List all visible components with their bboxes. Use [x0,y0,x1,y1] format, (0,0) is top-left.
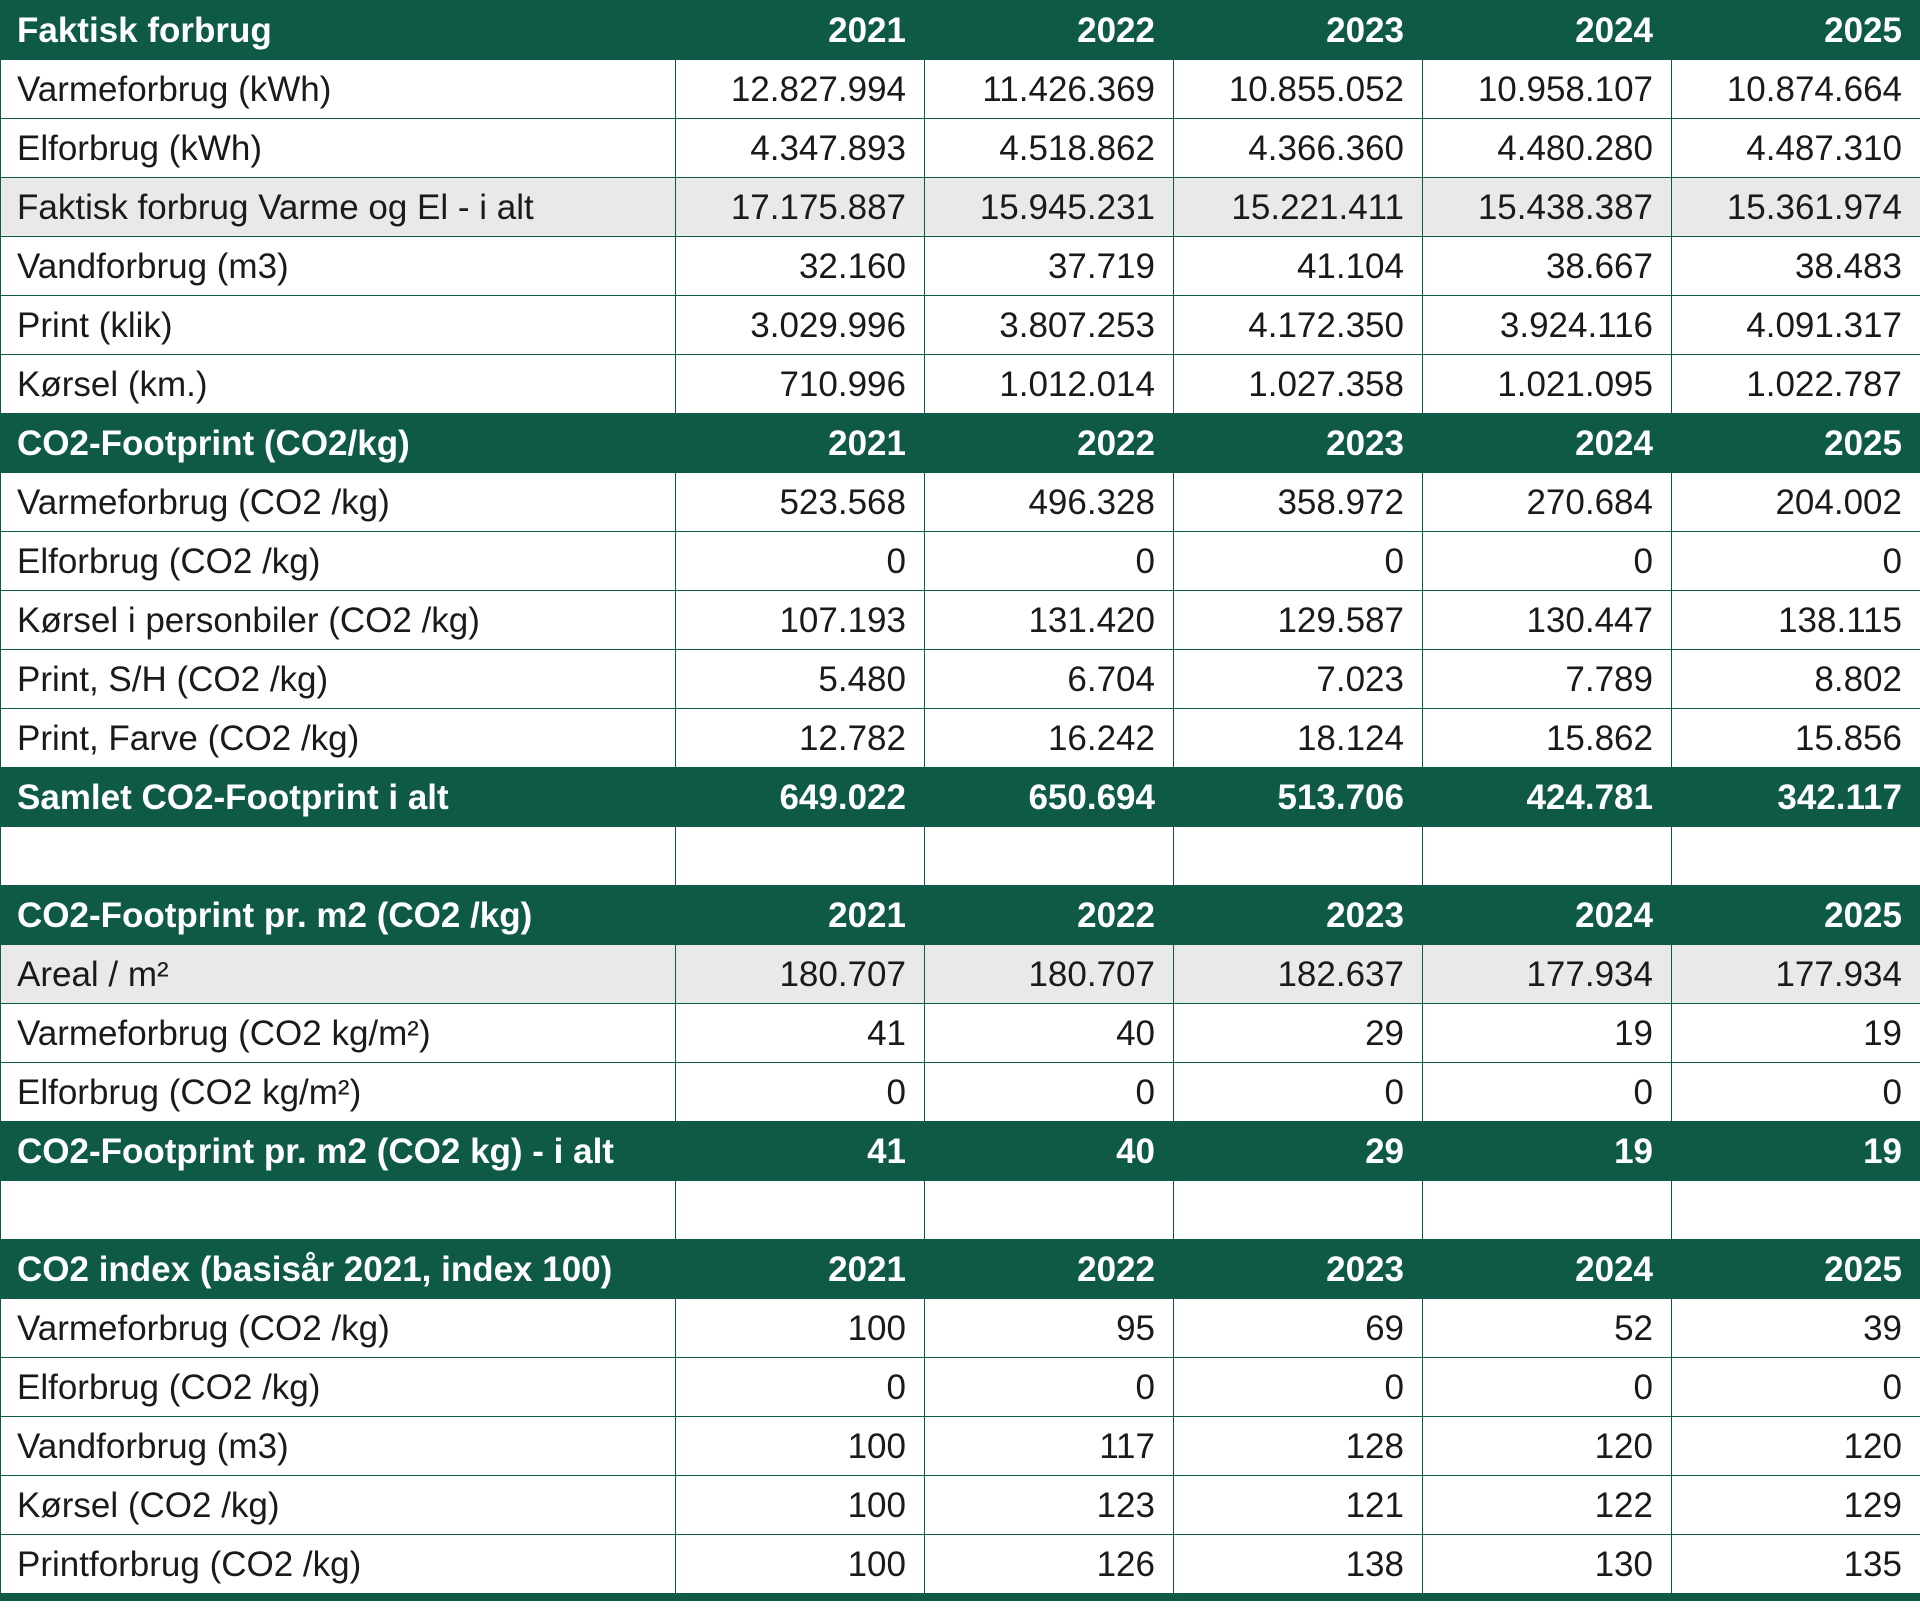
header-value-cell: 2021 [676,1240,925,1299]
table-row [1,296,1920,355]
value-cell: 38.483 [1672,237,1920,296]
value-cell: 131.420 [925,591,1174,650]
table-row [1,473,1920,532]
table-row [1,60,1920,119]
bottom-border-bar [0,1594,1920,1601]
value-cell: 0 [925,1358,1174,1417]
value-cell [1423,827,1672,886]
value-cell: 16.242 [925,709,1174,768]
value-cell: 117 [925,1417,1174,1476]
value-cell: 4.172.350 [1174,296,1423,355]
value-cell: 0 [1174,532,1423,591]
section-title-cell: CO2-Footprint (CO2/kg) [1,414,676,473]
header-value-cell: 2023 [1174,1,1423,60]
section-title-cell: CO2-Footprint pr. m2 (CO2 kg) - i alt [1,1122,676,1181]
value-cell: 6.704 [925,650,1174,709]
header-value-cell: 2025 [1672,1,1920,60]
section-title-cell: Faktisk forbrug [1,1,676,60]
header-value-cell: 2025 [1672,1240,1920,1299]
table-row [1,178,1920,237]
header-value-cell: 41 [676,1122,925,1181]
row-label-cell [1,1181,676,1240]
value-cell: 0 [1423,532,1672,591]
section-title-cell: CO2 index (basisår 2021, index 100) [1,1240,676,1299]
value-cell: 138 [1174,1535,1423,1594]
value-cell: 130.447 [1423,591,1672,650]
value-cell: 0 [1672,1358,1920,1417]
row-label-cell: Varmeforbrug (CO2 kg/m²) [1,1004,676,1063]
value-cell: 496.328 [925,473,1174,532]
value-cell: 10.958.107 [1423,60,1672,119]
value-cell: 0 [676,1063,925,1122]
value-cell: 10.874.664 [1672,60,1920,119]
value-cell: 129 [1672,1476,1920,1535]
value-cell: 3.807.253 [925,296,1174,355]
row-label-cell: Elforbrug (CO2 /kg) [1,1358,676,1417]
row-label-cell: Elforbrug (CO2 /kg) [1,532,676,591]
value-cell: 41 [676,1004,925,1063]
value-cell: 12.782 [676,709,925,768]
value-cell [1672,1181,1920,1240]
value-cell: 15.438.387 [1423,178,1672,237]
value-cell: 15.856 [1672,709,1920,768]
header-value-cell: 19 [1423,1122,1672,1181]
section-header-row [1,414,1920,473]
value-cell: 18.124 [1174,709,1423,768]
value-cell [925,1181,1174,1240]
value-cell: 121 [1174,1476,1423,1535]
row-label-cell: Varmeforbrug (CO2 /kg) [1,473,676,532]
value-cell [1174,827,1423,886]
table-row [1,1535,1920,1594]
row-label-cell: Vandforbrug (m3) [1,1417,676,1476]
row-label-cell: Vandforbrug (m3) [1,237,676,296]
header-value-cell: 2022 [925,886,1174,945]
table-row [1,1299,1920,1358]
header-value-cell: 2023 [1174,1240,1423,1299]
header-value-cell: 29 [1174,1122,1423,1181]
value-cell: 40 [925,1004,1174,1063]
value-cell: 100 [676,1417,925,1476]
value-cell: 4.480.280 [1423,119,1672,178]
value-cell: 523.568 [676,473,925,532]
header-value-cell: 40 [925,1122,1174,1181]
value-cell: 0 [1423,1358,1672,1417]
header-value-cell: 513.706 [1174,768,1423,827]
value-cell [925,827,1174,886]
value-cell: 17.175.887 [676,178,925,237]
value-cell: 0 [1672,532,1920,591]
section-header-row [1,768,1920,827]
table-row [1,1476,1920,1535]
table-row [1,532,1920,591]
value-cell: 180.707 [925,945,1174,1004]
value-cell: 100 [676,1299,925,1358]
value-cell: 19 [1672,1004,1920,1063]
value-cell: 7.023 [1174,650,1423,709]
value-cell: 270.684 [1423,473,1672,532]
table-row [1,355,1920,414]
value-cell: 4.366.360 [1174,119,1423,178]
value-cell [1174,1181,1423,1240]
value-cell: 39 [1672,1299,1920,1358]
value-cell: 7.789 [1423,650,1672,709]
value-cell: 29 [1174,1004,1423,1063]
value-cell: 15.862 [1423,709,1672,768]
value-cell [676,827,925,886]
value-cell: 120 [1423,1417,1672,1476]
value-cell: 130 [1423,1535,1672,1594]
row-label-cell [1,827,676,886]
table-row [1,650,1920,709]
section-header-row [1,1122,1920,1181]
row-label-cell: Elforbrug (kWh) [1,119,676,178]
value-cell: 358.972 [1174,473,1423,532]
header-value-cell: 650.694 [925,768,1174,827]
header-value-cell: 2021 [676,1,925,60]
header-value-cell: 2024 [1423,886,1672,945]
header-value-cell: 2021 [676,886,925,945]
section-title-cell: Samlet CO2-Footprint i alt [1,768,676,827]
value-cell: 0 [1672,1063,1920,1122]
row-label-cell: Kørsel i personbiler (CO2 /kg) [1,591,676,650]
row-label-cell: Areal / m² [1,945,676,1004]
value-cell: 8.802 [1672,650,1920,709]
table-body [1,1,1920,1594]
value-cell: 4.091.317 [1672,296,1920,355]
value-cell: 138.115 [1672,591,1920,650]
header-value-cell: 342.117 [1672,768,1920,827]
header-value-cell: 424.781 [1423,768,1672,827]
section-header-row [1,886,1920,945]
value-cell: 95 [925,1299,1174,1358]
row-label-cell: Printforbrug (CO2 /kg) [1,1535,676,1594]
value-cell: 122 [1423,1476,1672,1535]
value-cell: 120 [1672,1417,1920,1476]
value-cell: 1.012.014 [925,355,1174,414]
value-cell: 15.361.974 [1672,178,1920,237]
value-cell: 123 [925,1476,1174,1535]
header-value-cell: 19 [1672,1122,1920,1181]
value-cell: 177.934 [1672,945,1920,1004]
spacer-row [1,827,1920,886]
row-label-cell: Print, Farve (CO2 /kg) [1,709,676,768]
value-cell: 107.193 [676,591,925,650]
table-row [1,591,1920,650]
value-cell: 128 [1174,1417,1423,1476]
section-title-cell: CO2-Footprint pr. m2 (CO2 /kg) [1,886,676,945]
value-cell: 1.021.095 [1423,355,1672,414]
row-label-cell: Kørsel (km.) [1,355,676,414]
value-cell: 180.707 [676,945,925,1004]
value-cell: 204.002 [1672,473,1920,532]
header-value-cell: 2024 [1423,414,1672,473]
header-value-cell: 2022 [925,414,1174,473]
value-cell: 32.160 [676,237,925,296]
table-row [1,1004,1920,1063]
row-label-cell: Faktisk forbrug Varme og El - i alt [1,178,676,237]
header-value-cell: 2021 [676,414,925,473]
row-label-cell: Kørsel (CO2 /kg) [1,1476,676,1535]
row-label-cell: Elforbrug (CO2 kg/m²) [1,1063,676,1122]
header-value-cell: 2023 [1174,886,1423,945]
value-cell: 710.996 [676,355,925,414]
value-cell: 10.855.052 [1174,60,1423,119]
value-cell: 3.924.116 [1423,296,1672,355]
header-value-cell: 2024 [1423,1,1672,60]
value-cell: 4.487.310 [1672,119,1920,178]
value-cell: 0 [1423,1063,1672,1122]
row-label-cell: Print (klik) [1,296,676,355]
value-cell: 52 [1423,1299,1672,1358]
row-label-cell: Print, S/H (CO2 /kg) [1,650,676,709]
value-cell: 182.637 [1174,945,1423,1004]
spacer-row [1,1181,1920,1240]
value-cell: 0 [676,1358,925,1417]
value-cell: 12.827.994 [676,60,925,119]
table-row [1,1063,1920,1122]
value-cell: 0 [1174,1063,1423,1122]
value-cell: 129.587 [1174,591,1423,650]
value-cell: 41.104 [1174,237,1423,296]
value-cell [1423,1181,1672,1240]
value-cell [676,1181,925,1240]
header-value-cell: 2023 [1174,414,1423,473]
value-cell: 135 [1672,1535,1920,1594]
row-label-cell: Varmeforbrug (CO2 /kg) [1,1299,676,1358]
section-header-row [1,1240,1920,1299]
table-row [1,709,1920,768]
value-cell: 1.027.358 [1174,355,1423,414]
value-cell [1672,827,1920,886]
value-cell: 11.426.369 [925,60,1174,119]
table-row [1,119,1920,178]
header-value-cell: 2022 [925,1,1174,60]
header-value-cell: 2024 [1423,1240,1672,1299]
value-cell: 37.719 [925,237,1174,296]
value-cell: 5.480 [676,650,925,709]
value-cell: 100 [676,1476,925,1535]
value-cell: 4.347.893 [676,119,925,178]
header-value-cell: 2025 [1672,414,1920,473]
table-row [1,945,1920,1004]
section-header-row [1,1,1920,60]
value-cell: 15.945.231 [925,178,1174,237]
table-row [1,1358,1920,1417]
value-cell: 126 [925,1535,1174,1594]
row-label-cell: Varmeforbrug (kWh) [1,60,676,119]
value-cell: 177.934 [1423,945,1672,1004]
table-row [1,237,1920,296]
value-cell: 0 [925,532,1174,591]
value-cell: 1.022.787 [1672,355,1920,414]
value-cell: 4.518.862 [925,119,1174,178]
value-cell: 38.667 [1423,237,1672,296]
value-cell: 15.221.411 [1174,178,1423,237]
value-cell: 69 [1174,1299,1423,1358]
header-value-cell: 2022 [925,1240,1174,1299]
value-cell: 3.029.996 [676,296,925,355]
header-value-cell: 649.022 [676,768,925,827]
value-cell: 100 [676,1535,925,1594]
value-cell: 19 [1423,1004,1672,1063]
table-row [1,1417,1920,1476]
value-cell: 0 [925,1063,1174,1122]
value-cell: 0 [676,532,925,591]
value-cell: 0 [1174,1358,1423,1417]
header-value-cell: 2025 [1672,886,1920,945]
